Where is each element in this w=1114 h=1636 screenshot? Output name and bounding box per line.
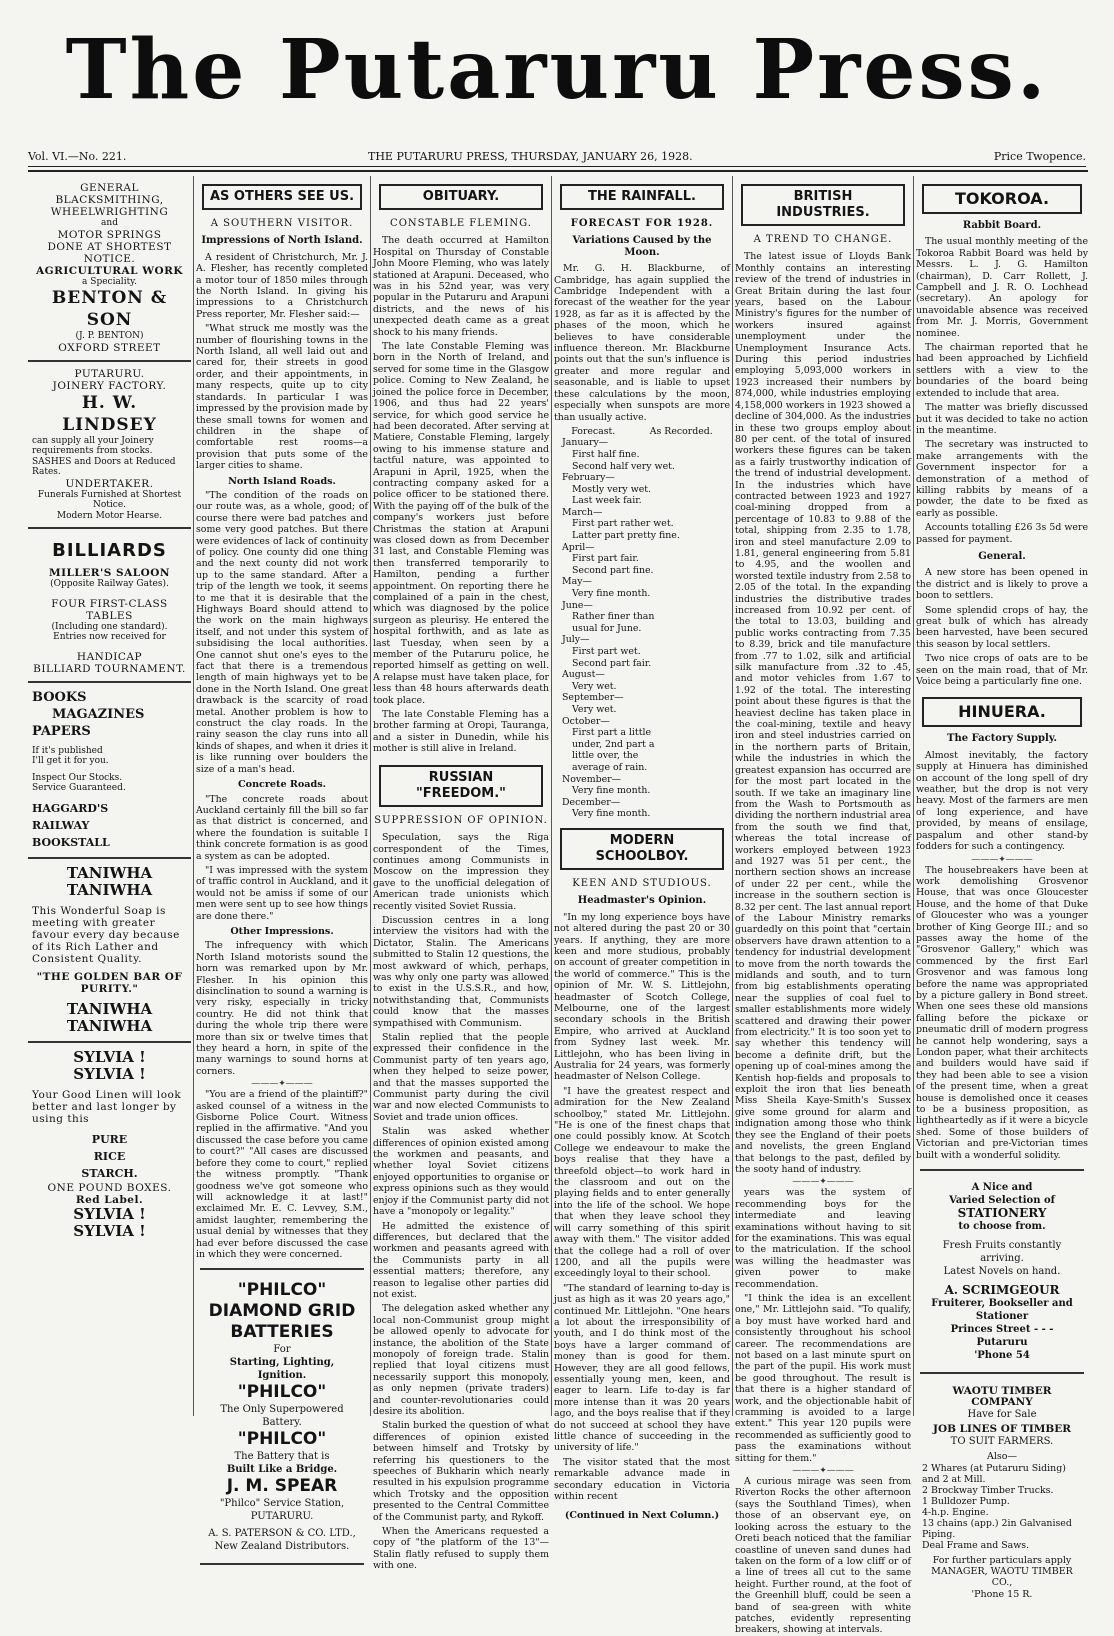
- paragraph: The latest issue of Lloyds Bank Monthly contains an interesting review of the trend of industries in Great Britain during the last four years, based on the Labour Ministry's figures for the number of workers insured against unemployment under the Unemployment Insurance Acts. During this period industries employing 5,093,000 workers in 1923 increased their numbers by 874,000, while industries employing 4,158,000 workers in 1923 showed a decline of 304,000. As the industries in these two groups employ about 80 per cent. of the total of insured workers these figures can be taken as a fairly trustworthy indication of the trend of industrial development. In the industries which have contracted between 1923 and 1927 coal-mining dropped from a percentage of 10.83 to 9.88 of the total, shipping from 2.35 to 1.78, iron and steel manufacture 2.09 to 1.81, general engineering from 5.81 to 4.95, and the woollen and worsted textile industry from 2.58 to 2.05 of the total. In the expanding industries the distributive trades increased from 10.92 per cent. of the total to 13.03, building and public works contracting from 7.35 to 8.39, brick and tile manufacture from .77 to 1.02, silk and artificial silk manufacture from .32 to .45, and motor vehicles from 1.67 to 1.92 of the total. The interesting point about these figures is that the heaviest decline has taken place in the coal-mining, textile and heavy iron and steel industries carried on in the northern parts of Britain, while the industries in which the greatest expansion has occurred are for the most part located in the south. If we take an imaginary line from the Wash to Portsmouth as dividing the northern industrial area from the south we find that, whereas the total increase of workers employed between 1923 and 1927 was 51 per cent., the northern section shows an increase of under 22 per cent., while the increase in the southern section is 8.32 per cent. The last annual report of the Labour Ministry remarks guardedly on this point that "certain observers have drawn attention to a tendency for industrial development to move from the north towards the midlands and south, and to turn from big establishments operating near the supplies of coal fuel to smaller establishments more widely scattered and drawing their power from electricity." It is too soon yet to say whether this tendency will become a definite drift, but the opening up of coal-mines among the Kentish hop-fields and proposals to exploit the iron that lies beneath Miss Sheila Kaye-Smith's Sussex give some ground for alarm and indignation among those who think they see the England of their poets and novelists, the green England that belongs to the past, defiled by the sooty hand of industry.: [735, 251, 911, 1175]
- column-divider: [193, 176, 194, 1416]
- forecast-line: Last week fair.: [572, 495, 642, 507]
- ad-line: Fresh Fruits constantly arriving.: [942, 1240, 1062, 1265]
- paragraph: "The condition of the roads on our route was, as a whole, good; of course there were bad patches and some very good patches. But there were evidences of lack of continuity of policy. One county did one thing and the next county did not work up to the same standard. After a trip of the length we took, it seems to me that it is desirable that the Highways Board should attend to the work on the main highways itself, and not under this system of subsidising the local authorities. One cannot shut one's eyes to the fact that there is a tremendous length of main highways yet to be done in the North Island. One great drawback is the scarcity of road metal. Another problem is how to construct the clay roads. In the rainy season the clay runs into all kinds of shapes, and when it dries it is like running over boulders the size of a man's head.: [196, 489, 368, 775]
- ad-line: This Wonderful Soap is meeting with greater favour every day because of its Rich Lather and Consistent Quality.: [32, 904, 180, 965]
- ad-haggards: [28, 683, 191, 859]
- ad-line: WHEELWRIGHTING: [50, 206, 169, 218]
- ad-line: TO SUIT FARMERS.: [950, 1435, 1054, 1447]
- ad-line: Modern Motor Hearse.: [56, 510, 163, 521]
- paragraph: "I think the idea is an excellent one," Mr. Littlejohn said. "To qualify, a boy must have worked hard and consistently throughout his school career. The recommendations are not based on a last minute spurt on the part of the pupil. His work must be good throughout. The result is that there is a higher standard of work, and the objectionable habit of cramming is avoided to a large extent." This year 120 pupils were recommended as sufficiently good to pass the examinations without sitting for them.": [735, 1292, 911, 1464]
- paragraph: Some splendid crops of hay, the great bulk of which has already been harvested, have been secured this season by local settlers.: [916, 604, 1088, 650]
- ad-waotu: [916, 1382, 1088, 1604]
- ad-line: BOOKSTALL: [32, 835, 110, 849]
- newspaper-title: The Putaruru Press.: [65, 22, 1049, 118]
- ad-line: STATIONERY: [957, 1206, 1047, 1221]
- forecast-list: [554, 437, 730, 820]
- column-as-others-see-us: [196, 176, 368, 1553]
- section-heading: North Island Roads.: [228, 475, 336, 487]
- ad-line: Inspect Our Stocks.: [32, 772, 123, 783]
- ad-line: "PHILCO": [237, 1382, 327, 1403]
- ad-philco: [200, 1268, 364, 1565]
- continued-note: (Continued in Next Column.): [564, 1510, 720, 1522]
- paragraph: When the Americans requested a copy of "the platform of the 13"—Stalin flatly refused to supply them with one.: [373, 1526, 549, 1572]
- ad-line: TANIWHA: [66, 1016, 153, 1035]
- article-subhead: Impressions of North Island.: [201, 235, 363, 247]
- paragraph: "In my long experience boys have not altered during the past 20 or 30 years. If anything, they are more keen and more studious, probably on account of greater competition in the world of commerce." This is the opinion of Mr. W. S. Littlejohn, headmaster of Scotch College, Melbourne, one of the largest secondary schools in the British Empire, who arrived at Auckland from Sydney last week. Mr. Littlejohn, who has been living in Australia for 24 years, was formerly headmaster of Nelson College.: [554, 911, 730, 1083]
- paragraph: He admitted the existence of differences, but declared that the workmen and peasants agreed with the Communists party in all essential matters; therefore, any reason to legalise other parties did not exist.: [373, 1220, 549, 1300]
- forecast-line: First half fine.: [572, 448, 640, 460]
- ad-line: ONE POUND BOXES.: [47, 1181, 172, 1194]
- ad-title: BILLIARDS: [52, 540, 167, 561]
- article-headline: AS OTHERS SEE US.: [202, 184, 362, 210]
- article-headline: BRITISH INDUSTRIES.: [741, 184, 905, 226]
- paragraph: The visitor stated that the most remarkable advance made in secondary education in Victoria within recent: [554, 1456, 730, 1503]
- ad-line: BOOKS: [32, 689, 87, 705]
- forecast-line: Very wet.: [572, 703, 617, 715]
- ad-line: PUTARURU.: [250, 1511, 314, 1523]
- ad-line: TANIWHA: [66, 999, 153, 1018]
- article-subhead: KEEN AND STUDIOUS.: [572, 877, 712, 889]
- divider-star: ———✦———: [792, 1466, 854, 1477]
- article-subhead: A TREND TO CHANGE.: [753, 234, 893, 245]
- column-rainfall: [554, 176, 730, 1522]
- ad-sylvia: [28, 1043, 191, 1246]
- forecast-line: usual for June.: [572, 622, 642, 634]
- ad-line: GENERAL: [80, 182, 139, 194]
- forecast-line: October—: [562, 715, 610, 727]
- paragraph: Mr. G. H. Blackburne, of Cambridge, has again supplied the Cambridge Independent with a forecast of the weather for the year 1928, as far as it is affected by the phases of the moon, which he believes to have considerable influence thereon. Mr. Blackburne points out that the sun's influence is greater and more regular and seasonable, and is liable to upset these calculations by the moon, especially when sunspots are more than usually active.: [554, 263, 730, 423]
- column-advertisements: [28, 176, 191, 1416]
- ad-item: 2 Brockway Timber Trucks.: [922, 1484, 1054, 1496]
- ad-line: SYLVIA !: [73, 1064, 146, 1083]
- forecast-line: Second part fine.: [572, 564, 654, 576]
- ad-line: (Opposite Railway Gates).: [50, 579, 169, 589]
- ad-line: Princes Street - - - Putaruru: [950, 1324, 1054, 1349]
- ad-line: Red Label.: [75, 1193, 144, 1206]
- ad-line: OXFORD STREET: [58, 341, 161, 354]
- ad-line: Latest Novels on hand.: [943, 1266, 1061, 1278]
- ad-line: J. M. SPEAR: [226, 1476, 338, 1497]
- section-heading: Other Impressions.: [230, 925, 334, 937]
- ad-line: (J. P. BENTON): [75, 331, 144, 341]
- column-divider: [732, 176, 733, 1416]
- ad-line: BILLIARD TOURNAMENT.: [33, 662, 186, 675]
- ad-line: and: [101, 218, 118, 228]
- ad-scrimgeour: [920, 1169, 1084, 1374]
- volume-number: Vol. VI.—No. 221.: [28, 150, 127, 163]
- forecast-line: November—: [562, 773, 621, 785]
- ad-line: MILLER'S SALOON: [49, 567, 170, 579]
- paragraph: "What struck me mostly was the number of flourishing towns in the North Island, all well laid out and cared for, their streets in good order, and their appointments, in many respects, quite up to city standards. In particular I was impressed by the provision made by these small towns for women and children in the shape of comfortable rest rooms—a provision that puts some of the larger cities to shame.: [196, 323, 368, 472]
- article-subhead: General.: [978, 550, 1026, 562]
- ad-line: RAILWAY: [32, 818, 90, 832]
- forecast-line: First part a little: [572, 727, 652, 739]
- ad-line: For: [273, 1344, 291, 1356]
- ad-line: "PHILCO": [237, 1280, 327, 1301]
- column-british-industries: [735, 176, 911, 1636]
- ad-name: BENTON & SON: [51, 288, 168, 330]
- ad-line: Have for Sale: [967, 1408, 1037, 1420]
- paragraph: Discussion centres in a long interview the visitors had with the Dictator, Stalin. The Americans submitted to Stalin 12 questions, the most awkward of which, perhaps, was why only one party was allowed to exist in the U.S.S.R., and how, notwithstanding that, Communists could know that the masses sympathised with Communism.: [373, 914, 549, 1029]
- article-subhead: The Factory Supply.: [947, 733, 1057, 745]
- forecast-line: Very wet.: [572, 680, 617, 692]
- divider-star: ———✦———: [971, 854, 1033, 865]
- forecast-line: under, 2nd part a: [572, 738, 655, 750]
- paragraph: The infrequency with which North Island motorists sound the horn was remarked upon by Mr. Flesher. In his opinion this disinclination to sound a warning is very risky, especially in tricky country. He did not think that during the whole trip there were more than six or twelve times that they heard a horn, in spite of the many warnings to sound horns at corners.: [196, 940, 368, 1077]
- forecast-line: Rather finer than: [572, 611, 655, 623]
- forecast-line: Latter part pretty fine.: [572, 530, 680, 542]
- paragraph: "The standard of learning to-day is just as high as it was 20 years ago," continued Mr. Littlejohn. "One hears a lot about the irresponsibility of youth, and I do think most of the boys have a larger command of money than is good for them. However, they are all good fellows, essentially young men, keen, and eager to learn. Life to-day is far more intense than it was 20 years ago, and the boys realise that if they do not succeed at school they have little chance of succeeding in the university of life.": [554, 1282, 730, 1454]
- ad-line: UNDERTAKER.: [65, 477, 154, 490]
- ad-line: HANDICAP: [76, 650, 143, 663]
- ad-line: AGRICULTURAL WORK: [36, 264, 183, 277]
- paragraph: The late Constable Fleming has a brother farming at Oropi, Tauranga, and a sister in Dunedin, while his mother is still alive in Ireland.: [373, 709, 549, 755]
- paragraph: The late Constable Fleming was born in the North of Ireland, and served for some time in the Glasgow police. Coming to New Zealand, he joined the police force in December, 1906, and thus had 22 years' service, for which good service he had been decorated. After serving at Matiere, Constable Fleming, largely owing to his immense stature and tactful nature, was appointed to Arapuni in April, 1925, when the contracting company asked for a police officer to be stationed there. With the paying off of the bulk of the company's workers just before Christmas the station at Arapuni was closed down as from December 31 last, and Constable Fleming was then transferred temporarily to Hamilton, pending a further appointment. On reporting there he complained of a pain in the chest, which was diagnosed by the police surgeon as pleurisy. He entered the hospital forthwith, and as late as last Tuesday, when seen by a member of the Putaruru police, he reported himself as getting on well. A relapse must have taken place, for less than 48 hours afterwards death took place.: [373, 341, 549, 706]
- paragraph: The housebreakers have been at work demolishing Grosvenor House, that was once Gloucester House, and the home of that Duke of Gloucester who was a younger brother of King George III.; and so passes away the home of the "Grosvenor Gallery," which was commenced by the first Earl Grosvenor and was famous long before the name was appropriated by a picture gallery in Bond street. When one sees these old mansions falling before the pickaxe or pneumatic drill of modern progress he cannot help wondering, says a London paper, what their architects and builders would have said if they had been able to see a vision of the present time, when a great house is demolished once it ceases to be a business proposition, as lightheartedly as if it were a bicycle shed. Some of those builders of Victorian and pre-Victorian times built with a wonderful solidity.: [916, 864, 1088, 1161]
- forecast-line: February—: [562, 472, 615, 484]
- ad-line: The Only Superpowered Battery.: [220, 1404, 344, 1429]
- forecast-line: January—: [562, 437, 609, 449]
- paragraph: "The concrete roads about Auckland certainly fill the bill so far as that district is concerned, and where the foundation is suitable I think concrete formation is as good a system as can be adopted.: [196, 793, 368, 862]
- forecast-line: April—: [562, 541, 595, 553]
- ad-line: RICE: [93, 1149, 126, 1163]
- ad-line: Fruiterer, Bookseller and Stationer: [931, 1298, 1073, 1323]
- ad-line: FOUR FIRST-CLASS TABLES: [51, 597, 168, 622]
- ad-line: Built Like a Bridge.: [226, 1464, 338, 1476]
- ad-line: 'Phone 15 R.: [971, 1588, 1033, 1600]
- article-subhead: CONSTABLE FLEMING.: [390, 218, 532, 229]
- forecast-line: Second half very wet.: [572, 460, 675, 472]
- forecast-line: First part wet.: [572, 646, 641, 657]
- paragraph: Almost inevitably, the factory supply at Hinuera has diminished on account of the long spell of dry weather, but the drop is not very heavy. Most of the farmers are men of long experience, and have provided, by means of ensilage, paspalum and other stand-by fodders for such a contingency.: [916, 749, 1088, 853]
- ad-line: Starting, Lighting, Ignition.: [229, 1357, 335, 1382]
- issue-date: THE PUTARURU PRESS, THURSDAY, JANUARY 26, 1928.: [368, 150, 693, 163]
- article-subhead: SUPPRESSION OF OPINION.: [374, 814, 548, 826]
- paragraph: The delegation asked whether any local non-Communist group might be allowed openly to advocate for instance, the abolition of the State monopoly of foreign trade. Stalin replied that loyal citizens must necessarily support this monopoly, as only nepmen (private traders) and counter-revolutionaries could desire its abolition.: [373, 1303, 549, 1417]
- ad-line: BLACKSMITHING,: [55, 194, 164, 206]
- ad-line: "Philco" Service Station,: [219, 1498, 345, 1510]
- article-subhead: A SOUTHERN VISITOR.: [210, 218, 354, 229]
- ad-line: BATTERIES: [230, 1322, 334, 1343]
- paragraph: Stalin was asked whether differences of opinion existed among the workmen and peasants, and whether loyal Soviet citizens enjoyed opportunities to organise or express opinions such as they would enjoy if the Communist party did not have a "monopoly or legality.": [373, 1126, 549, 1218]
- ad-line: MAGAZINES: [52, 706, 145, 722]
- ad-item: 4-h.p. Engine.: [922, 1506, 989, 1518]
- paragraph: Speculation, says the Riga correspondent of the Times, continues among Communists in Moscow on the impression they gave to the unofficial delegation of American trade unionists which recently visited Soviet Russia.: [373, 832, 549, 912]
- ad-line: The Battery that is: [234, 1451, 330, 1463]
- forecast-line: December—: [562, 796, 621, 808]
- paragraph: Accounts totalling £26 3s 5d were passed for payment.: [916, 522, 1088, 545]
- ad-line: MOTOR SPRINGS: [57, 228, 162, 241]
- ad-line: For further particulars apply: [932, 1554, 1072, 1566]
- ad-lindsey: [28, 362, 191, 530]
- ad-line: SYLVIA !: [73, 1204, 146, 1223]
- masthead: [0, 0, 1114, 140]
- forecast-line: Very fine month.: [572, 808, 651, 820]
- paragraph: A resident of Christchurch, Mr. J. A. Flesher, has recently completed a motor tour of 1850 miles through the North Island. In giving his impressions to a Christchurch Press reporter, Mr. Flesher said:—: [196, 251, 368, 320]
- article-headline: OBITUARY.: [379, 184, 543, 210]
- column-divider: [370, 176, 371, 1416]
- ad-line: A. S. PATERSON & CO. LTD.,: [208, 1528, 356, 1540]
- paragraph: A curious mirage was seen from Riverton Rocks the other afternoon (says the Southland Times), when those of an observant eye, on looking across the estuary to the Oreti beach noticed that the familiar coastline of uneven sand dunes had taken on the form of a low cliff or of a line of trees all cut to the same height. Further round, at the foot of the Greenhill bluff, could be seen a band of sea-green with white patches, evidently representing breakers, showing at intervals.: [735, 1476, 911, 1636]
- ad-line: can supply all your Joinery requirements from stocks. SASHES and Doors at Reduced Rates.: [32, 435, 176, 477]
- ad-line: PAPERS: [32, 723, 91, 739]
- ad-line: PUTARURU.: [74, 367, 145, 380]
- ad-line: A Nice and: [971, 1182, 1033, 1194]
- ad-line: PURE: [91, 1132, 128, 1146]
- article-headline: TOKOROA.: [922, 184, 1082, 214]
- ad-taniwha: [28, 859, 191, 1043]
- ad-line: A. SCRIMGEOUR: [944, 1283, 1060, 1298]
- ad-line: HAGGARD'S: [32, 801, 109, 815]
- column-divider: [913, 176, 914, 1416]
- ad-line: Also—: [987, 1451, 1017, 1463]
- article-headline: THE RAINFALL.: [560, 184, 724, 210]
- recorded-header: As Recorded.: [649, 425, 713, 437]
- forecast-line: Second part fair.: [572, 657, 652, 669]
- column-obituary: [373, 176, 549, 1572]
- ad-line: (Including one standard).: [51, 621, 168, 632]
- divider-star: ———✦———: [251, 1079, 313, 1090]
- ad-billiards: [28, 529, 191, 683]
- paragraph: Stalin burked the question of what differences of opinion existed between himself and Trotsky by referring his questioners to the speeches of Bukharin which nearly resulted in his expulsion programme which Trotsky and the opposition presented to the Central Committee of the Communist party, and Rykoff.: [373, 1420, 549, 1523]
- paragraph: A new store has been opened in the district and is likely to prove a boon to settlers.: [916, 567, 1088, 602]
- ad-line: DONE AT SHORTEST NOTICE.: [47, 240, 172, 265]
- forecast-line: June—: [562, 599, 593, 611]
- paragraph: "I was impressed with the system of traffic control in Auckland, and it would not be amiss if some of our men were sent up to see how things are done there.": [196, 864, 368, 922]
- column-tokoroa: [916, 176, 1088, 1600]
- ad-item: Deal Frame and Saws.: [922, 1539, 1030, 1551]
- ad-line: If it's published: [32, 745, 103, 756]
- paragraph: The death occurred at Hamilton Hospital on Thursday of Constable John Moore Fleming, who was lately stationed at Arapuni. Deceased, who was in his 52nd year, was very popular in the Putaruru and Arapuni districts, and the news of his unexpected death came as a great shock to his many friends.: [373, 235, 549, 338]
- ad-benton: [28, 176, 191, 362]
- section-heading: Concrete Roads.: [238, 779, 326, 791]
- ad-line: SYLVIA !: [73, 1047, 146, 1066]
- ad-line: a Speciality.: [82, 276, 137, 287]
- ad-line: TANIWHA: [66, 863, 153, 882]
- article-subhead: Variations Caused by the Moon.: [572, 235, 712, 258]
- forecast-line: little over, the: [572, 750, 639, 762]
- ad-line: SYLVIA !: [73, 1221, 146, 1240]
- ad-line: WAOTU TIMBER COMPANY: [952, 1385, 1052, 1409]
- ad-line: 'Phone 54: [974, 1350, 1030, 1362]
- paragraph: The usual monthly meeting of the Tokoroa Rabbit Board was held by Messrs. L. J. G. Hamilton (chairman), D. Carr Rollett, J. Campbell and J. R. O. Lochhead (secretary). An apology for unavoidable absence was received from Mr. J. Morris, Government nominee.: [916, 236, 1088, 339]
- header-rule: [28, 170, 1088, 172]
- dateline: [28, 150, 1086, 167]
- forecast-line: Very fine month.: [572, 785, 651, 797]
- article-subhead: FORECAST FOR 1928.: [570, 218, 714, 229]
- ad-line: STARCH.: [81, 1166, 138, 1180]
- paragraph: The secretary was instructed to make arrangements with the Government inspector for a demonstration of a method of killing rabbits by means of a powder, the date to be fixed as early as possible.: [916, 439, 1088, 519]
- paragraph: "You are a friend of the plaintiff?" asked counsel of a witness in the Gisborne Police Court. Witness replied in the affirmative. "And you discussed the case before you came to court?" "All cases are discussed before they come to court," replied the witness promptly. "Thank goodness we've got someone who will acknowledge it at last!" exclaimed Mr. E. C. Levvey, S.M., amidst laughter, remembering the usual denial by witnesses that they had ever before discussed the case in which they were concerned.: [196, 1089, 368, 1260]
- article-subhead: Headmaster's Opinion.: [577, 895, 707, 907]
- ad-item-list: [922, 1463, 1082, 1551]
- ad-line: JOB LINES OF TIMBER: [933, 1423, 1071, 1436]
- column-divider: [551, 176, 552, 1416]
- ad-line: I'll get it for you.: [32, 756, 109, 766]
- ad-line: Your Good Linen will look better and last longer by using this: [32, 1088, 182, 1125]
- ad-item: 13 chains (app.) 2in Galvanised Piping.: [922, 1517, 1072, 1540]
- ad-line: to choose from.: [958, 1221, 1046, 1233]
- forecast-line: March—: [562, 506, 603, 518]
- ad-line: Varied Selection of: [949, 1195, 1055, 1207]
- paragraph: "I have the greatest respect and admiration for the New Zealand schoolboy," stated Mr. Littlejohn. "He is one of the finest chaps that one could possibly know. At Scotch College we endeavour to make the boys realise that they have a threefold object—to work hard in the classroom and out on the playing fields and to enter generally into the life of the school. We hope that when they leave school they will carry something of this spirit away with them." The visitor added that the college had a roll of over 1200, and all the pupils were exceedingly loyal to their school.: [554, 1085, 730, 1280]
- forecast-line: First part rather wet.: [572, 518, 674, 530]
- ad-line: Funerals Furnished at Shortest Notice.: [37, 489, 182, 510]
- divider-star: ———✦———: [792, 1177, 854, 1188]
- forecast-line: Mostly very wet.: [572, 483, 652, 495]
- forecast-headers: [554, 426, 730, 437]
- ad-line: Service Guaranteed.: [32, 783, 126, 793]
- paragraph: Stalin replied that the people expressed their confidence in the Communist party of ten years ago, when they helped to seize power, and that the masses supported the Communist party during the civil war and now elected Communists to Soviet and trade union offices.: [373, 1032, 549, 1123]
- price: Price Twopence.: [993, 150, 1086, 163]
- forecast-line: First part fair.: [572, 553, 639, 565]
- ad-line: MANAGER, WAOTU TIMBER CO.,: [931, 1565, 1073, 1589]
- forecast-line: September—: [562, 692, 624, 704]
- ad-line: New Zealand Distributors.: [214, 1541, 350, 1553]
- paragraph: Two nice crops of oats are to be seen on the main road, that of Mr. Voice being a particularly fine one.: [916, 653, 1088, 688]
- forecast-line: average of rain.: [572, 761, 648, 773]
- forecast-line: May—: [562, 576, 592, 588]
- article-headline: RUSSIAN "FREEDOM.": [379, 765, 543, 807]
- ad-line: JOINERY FACTORY.: [52, 379, 167, 392]
- ad-item: 1 Bulldozer Pump.: [922, 1495, 1010, 1507]
- paragraph: years was the system of recommending boys for the intermediate and leaving examinations without having to sit for the examinations. This was equal to the matriculation. If the school was willing the headmaster was given power to make recommendation.: [735, 1187, 911, 1290]
- ad-line: DIAMOND GRID: [208, 1301, 356, 1322]
- ad-line: "PHILCO": [237, 1429, 327, 1450]
- ad-name: H. W. LINDSEY: [62, 392, 157, 435]
- article-headline: MODERN SCHOOLBOY.: [560, 828, 724, 870]
- forecast-line: August—: [562, 669, 605, 681]
- ad-line: Entries now received for: [53, 632, 166, 642]
- paragraph: The matter was briefly discussed but it was decided to take no action in the meantime.: [916, 402, 1088, 436]
- ad-line: "THE GOLDEN BAR OF PURITY.": [36, 970, 183, 995]
- article-subhead: Rabbit Board.: [962, 220, 1042, 231]
- ad-item: 2 Whares (at Putaruru Siding) and 2 at Mill.: [922, 1462, 1066, 1485]
- ad-line: TANIWHA: [66, 880, 153, 899]
- paragraph: The chairman reported that he had been approached by Lichfield settlers with a view to the boundaries of the board being extended to include that area.: [916, 342, 1088, 399]
- forecast-header: Forecast.: [571, 425, 616, 437]
- forecast-line: Very fine month.: [572, 588, 651, 600]
- article-headline: HINUERA.: [922, 697, 1082, 727]
- forecast-line: July—: [562, 634, 590, 646]
